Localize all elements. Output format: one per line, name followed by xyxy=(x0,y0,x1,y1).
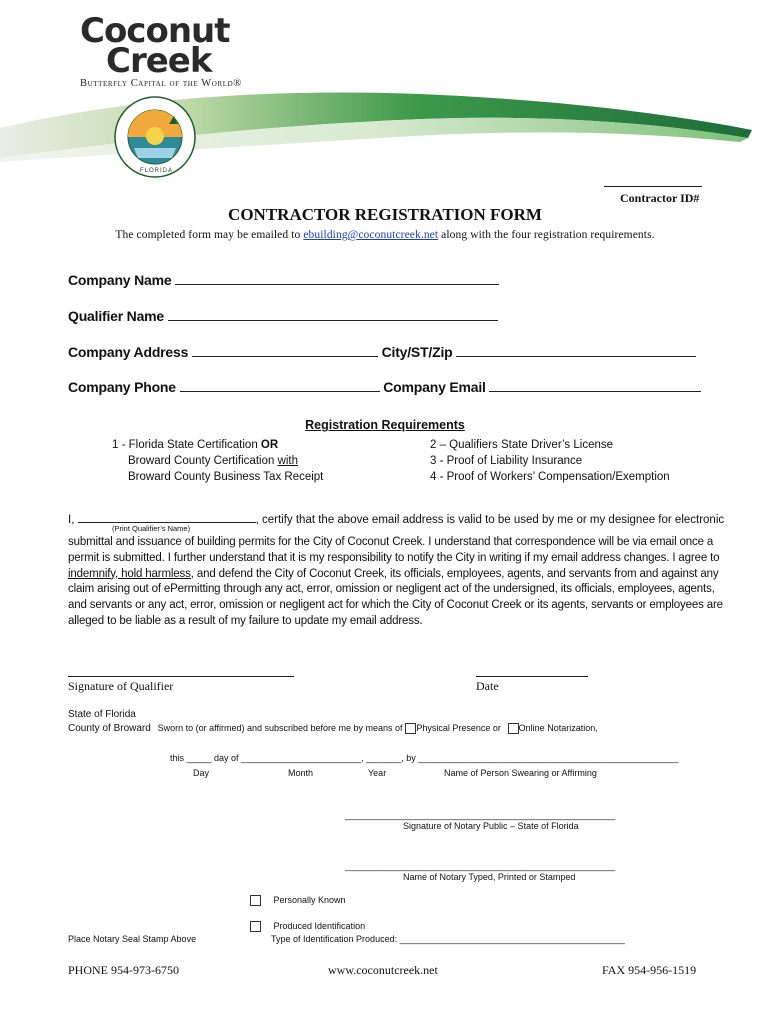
req-1-text: 1 - Florida State Certification xyxy=(112,439,261,451)
city-st-zip-label: City/ST/Zip xyxy=(381,344,453,360)
qualifier-name-row xyxy=(68,306,498,324)
produced-id-label: Produced Identification xyxy=(273,921,366,931)
company-name-row xyxy=(68,270,499,288)
company-phone-row xyxy=(68,377,701,395)
requirements-left xyxy=(112,437,323,485)
print-name-label: (Print Qualifier’s Name) xyxy=(112,524,191,533)
date-line[interactable] xyxy=(476,676,588,677)
footer-fax: FAX 954-956-1519 xyxy=(602,963,697,977)
intro-after: along with the four registration requirements. xyxy=(441,229,655,241)
company-phone-input[interactable] xyxy=(180,377,380,392)
certify-paragraph xyxy=(68,535,723,630)
certify-line-6: and servants or any act, error, omission or negligent act for which the City of Coconut Creek or its agents, servants or employees are xyxy=(68,599,723,612)
certify-line-2: submittal and issuance of building permits for the City of Coconut Creek. I understand that correspondence will be via email once a xyxy=(68,536,714,548)
footer-phone: PHONE 954-973-6750 xyxy=(68,963,179,977)
qualifier-signature-line[interactable] xyxy=(68,676,294,677)
notary-month-label: Month xyxy=(288,768,314,778)
date-label: Date xyxy=(476,679,499,693)
online-notarization-checkbox[interactable] xyxy=(508,723,519,734)
form-title: CONTRACTOR REGISTRATION FORM xyxy=(228,205,542,224)
logo-line2: Creek xyxy=(106,41,212,81)
footer-website[interactable]: www.coconutcreek.net xyxy=(328,963,438,977)
certify-prefix: I, xyxy=(68,514,75,526)
req-2-text: Broward County Certification xyxy=(128,455,278,467)
company-email-label: Company Email xyxy=(383,379,486,395)
certify-line-7: alleged to be liable as a result of my failure to update my email address. xyxy=(68,614,423,627)
certify-line-4b: and defend the City of Coconut Creek, its officials, employees, agents, and servants from and against any xyxy=(193,567,719,580)
contractor-id-label: Contractor ID# xyxy=(620,191,700,205)
produced-id-row xyxy=(250,921,365,932)
certify-suffix: , certify that the above email address is valid to be used by me or my designee for electronic xyxy=(255,514,725,526)
personally-known-row xyxy=(250,895,346,906)
qualifier-name-input[interactable] xyxy=(168,306,498,321)
notary-day-label: Day xyxy=(193,768,210,778)
req-line-1 xyxy=(112,437,323,453)
physical-presence-checkbox[interactable] xyxy=(405,723,416,734)
notary-county: County of Broward xyxy=(68,723,151,735)
logo-line1: Coconut xyxy=(80,11,230,51)
company-name-input[interactable] xyxy=(175,270,499,285)
company-name-label: Company Name xyxy=(68,272,172,288)
qualifier-name-label: Qualifier Name xyxy=(68,308,165,324)
req-2-with: with xyxy=(277,455,299,467)
company-address-label: Company Address xyxy=(68,344,189,360)
req-right-2: 3 - Proof of Liability Insurance xyxy=(430,455,583,467)
notary-county-row xyxy=(68,723,598,734)
notary-name-swearing-label: Name of Person Swearing or Affirming xyxy=(444,768,597,778)
physical-presence-label: Physical Presence or xyxy=(416,723,501,734)
logo-tagline: Butterfly Capital of the World® xyxy=(80,78,242,89)
certify-line-5: claim arising out of ePermitting through any act, error, omission or negligent act of the undersigned, its officials, employees, agents, xyxy=(68,583,715,596)
personally-known-label: Personally Known xyxy=(273,895,346,905)
type-id-line[interactable]: Type of Identification Produced: _____________________________________________ xyxy=(271,934,625,944)
certify-line-3: permit is submitted. I further understand that it is my responsibility to notify the City in writing if my email address changes. I agree to xyxy=(68,551,720,564)
requirements-heading: Registration Requirements xyxy=(305,418,465,432)
notary-sworn: Sworn to (or affirmed) and subscribed before me by means of xyxy=(157,723,403,734)
qualifier-signature-label: Signature of Qualifier xyxy=(68,679,174,693)
notary-state: State of Florida xyxy=(68,709,136,720)
notary-this-line[interactable]: this _____ day of ________________________, _______, by ____________________________________________________ xyxy=(170,753,679,763)
company-phone-label: Company Phone xyxy=(68,379,176,395)
print-name-input[interactable] xyxy=(78,510,256,523)
notary-signature-label: Signature of Notary Public – State of Florida xyxy=(403,821,579,831)
req-line-2 xyxy=(112,453,323,469)
contractor-id-line xyxy=(604,186,702,187)
notary-name-label: Name of Notary Typed, Printed or Stamped xyxy=(403,872,576,882)
req-line-3: Broward County Business Tax Receipt xyxy=(128,471,324,483)
produced-id-checkbox[interactable] xyxy=(250,921,261,932)
req-right-3: 4 - Proof of Workers’ Compensation/Exemption xyxy=(430,471,670,483)
notary-name-line[interactable]: ______________________________________________________ xyxy=(345,861,616,871)
notary-signature-line[interactable]: ______________________________________________________ xyxy=(345,810,616,820)
company-address-input[interactable] xyxy=(192,342,378,357)
seal-stamp-label: Place Notary Seal Stamp Above xyxy=(68,934,197,944)
company-address-row xyxy=(68,342,696,360)
notary-year-label: Year xyxy=(368,768,387,778)
company-email-input[interactable] xyxy=(489,377,701,392)
personally-known-checkbox[interactable] xyxy=(250,895,261,906)
email-link[interactable]: ebuilding@coconutcreek.net xyxy=(303,229,439,241)
intro-text xyxy=(0,229,770,241)
certify-line-4 xyxy=(68,567,719,583)
req-1-or: OR xyxy=(260,439,279,451)
intro-before: The completed form may be emailed to xyxy=(115,229,301,241)
seal-text-bottom: FLORIDA xyxy=(140,168,174,174)
indemnify-text: indemnify, hold harmless, xyxy=(68,567,194,580)
seal-icon xyxy=(114,96,196,178)
city-seal xyxy=(114,96,196,178)
requirements-right xyxy=(430,437,670,485)
req-right-1: 2 – Qualifiers State Driver’s License xyxy=(430,439,614,451)
online-notarization-label: Online Notarization, xyxy=(518,723,598,734)
city-st-zip-input[interactable] xyxy=(456,342,696,357)
